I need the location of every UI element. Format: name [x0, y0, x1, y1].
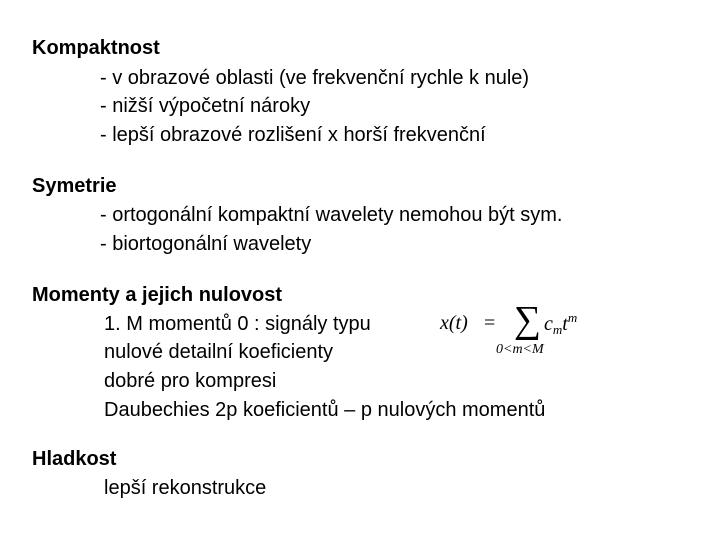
- symetrie-item-1: - ortogonální kompaktní wavelety nemohou být sym.: [100, 204, 563, 226]
- heading-hladkost: Hladkost: [32, 448, 117, 470]
- heading-momenty: Momenty a jejich nulovost: [32, 284, 283, 306]
- symetrie-item-2: - biortogonální wavelety: [100, 233, 312, 255]
- formula-sum-limit: 0<m<M: [496, 342, 544, 357]
- formula-lhs: x(t): [440, 312, 468, 334]
- momenty-item-2: nulové detailní koeficienty: [104, 341, 334, 363]
- formula-coef: c: [544, 313, 553, 335]
- heading-kompaktnost: Kompaktnost: [32, 37, 160, 59]
- formula-sum-sign: ∑: [514, 299, 542, 341]
- momenty-item-1: 1. M momentů 0 : signály typu: [104, 313, 371, 335]
- kompaktnost-item-3: - lepší obrazové rozlišení x horší frekvenční: [100, 124, 486, 146]
- formula-term: [544, 310, 577, 338]
- formula-equals: =: [484, 312, 496, 334]
- hladkost-item-1: lepší rekonstrukce: [104, 477, 267, 499]
- heading-symetrie: Symetrie: [32, 175, 117, 197]
- formula-var: t: [562, 313, 568, 335]
- momenty-item-3: dobré pro kompresi: [104, 370, 277, 392]
- formula-coef-sub: m: [552, 322, 563, 337]
- kompaktnost-item-2: - nižší výpočetní nároky: [100, 95, 311, 117]
- formula-var-sup: m: [567, 310, 578, 325]
- moment-formula: [440, 299, 600, 366]
- momenty-item-4: Daubechies 2p koeficientů – p nulových momentů: [104, 399, 546, 421]
- kompaktnost-item-1: - v obrazové oblasti (ve frekvenční rychle k nule): [100, 67, 530, 89]
